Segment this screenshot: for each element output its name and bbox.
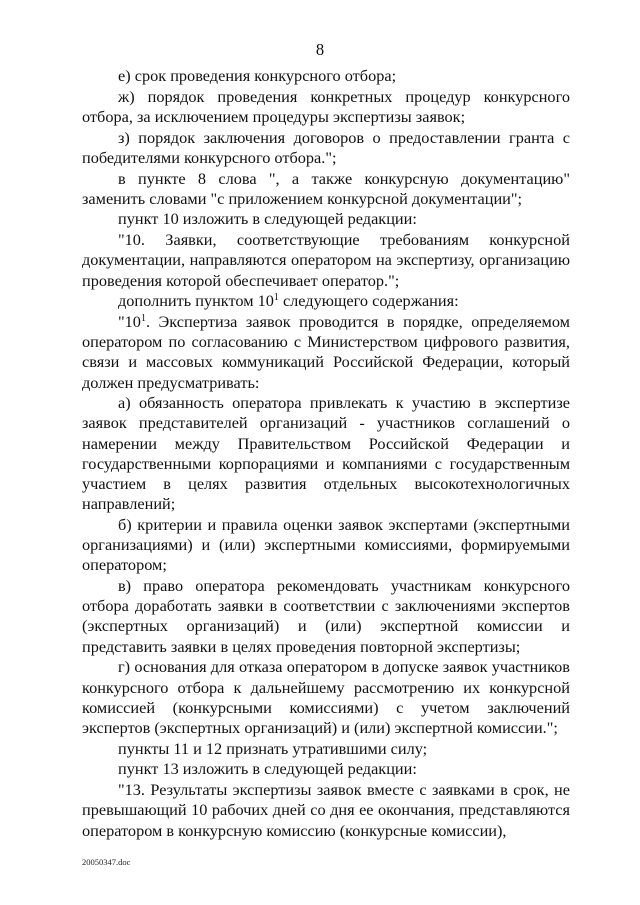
paragraph: в пункте 8 слова ", а также конкурсную документацию" заменить словами "с приложением конкурсной документации"; xyxy=(82,168,570,208)
paragraph: г) основания для отказа оператором в допуске заявок участников конкурсного отбора к дальнейшему рассмотрению их конкурсной комиссией (конкурсными комиссиями) с учетом заключений экспертов (экспертных организаций) и (или) экспертной комиссии."; xyxy=(82,657,570,737)
superscript: 1 xyxy=(140,312,146,324)
paragraph-text: следующего содержания: xyxy=(278,291,459,311)
paragraph: пункт 10 изложить в следующей редакции: xyxy=(118,209,417,229)
paragraph: "10. Заявки, соответствующие требованиям конкурсной документации, направляются оператором на экспертизу, организацию проведения которой обеспечивает оператор."; xyxy=(82,230,570,290)
paragraph: пункт 13 изложить в следующей редакции: xyxy=(118,759,417,779)
paragraph xyxy=(82,312,570,393)
footer-filename: 20050347.doc xyxy=(82,857,131,867)
paragraph: пункты 11 и 12 признать утратившими силу; xyxy=(118,738,428,758)
paragraph-text: . Экспертиза заявок проводится в порядке, определяемом оператором по согласованию с Министерством цифрового развития, связи и массовых коммуникаций Российской Федерации, который должен предусматривать: xyxy=(82,311,570,392)
document-body xyxy=(82,66,570,841)
paragraph xyxy=(82,291,570,311)
paragraph: б) критерии и правила оценки заявок экспертами (экспертными организациями) и (или) экспертными комиссиями, формируемыми оператором; xyxy=(82,514,570,575)
paragraph: з) порядок заключения договоров о предоставлении гранта с победителями конкурсного отбора."; xyxy=(82,127,570,167)
superscript: 1 xyxy=(273,292,279,304)
paragraph: е) срок проведения конкурсного отбора; xyxy=(118,66,397,85)
paragraph: "13. Результаты экспертизы заявок вместе с заявками в срок, не превышающий 10 рабочих дней со дня ее окончания, представляются оператором в конкурсную комиссию (конкурсные комиссии), xyxy=(82,780,570,840)
paragraph-text: дополнить пунктом 10 xyxy=(118,291,274,311)
page-number: 8 xyxy=(315,40,325,59)
paragraph: в) право оператора рекомендовать участникам конкурсного отбора доработать заявки в соответствии с заключениями экспертов (экспертных организаций) и (или) экспертной комиссии и представить заявки в целях проведения повторной экспертизы; xyxy=(82,576,570,656)
paragraph: ж) порядок проведения конкретных процедур конкурсного отбора, за исключением процедуры экспертизы заявок; xyxy=(82,86,570,126)
paragraph-text: "10 xyxy=(118,311,141,331)
paragraph: а) обязанность оператора привлекать к участию в экспертизе заявок представителей организаций - участников соглашений о намерении между Правительством Российской Федерации и государственными корпорациями и компаниями с государственным участием в целях развития отдельных высокотехнологичных направлений; xyxy=(82,393,570,514)
